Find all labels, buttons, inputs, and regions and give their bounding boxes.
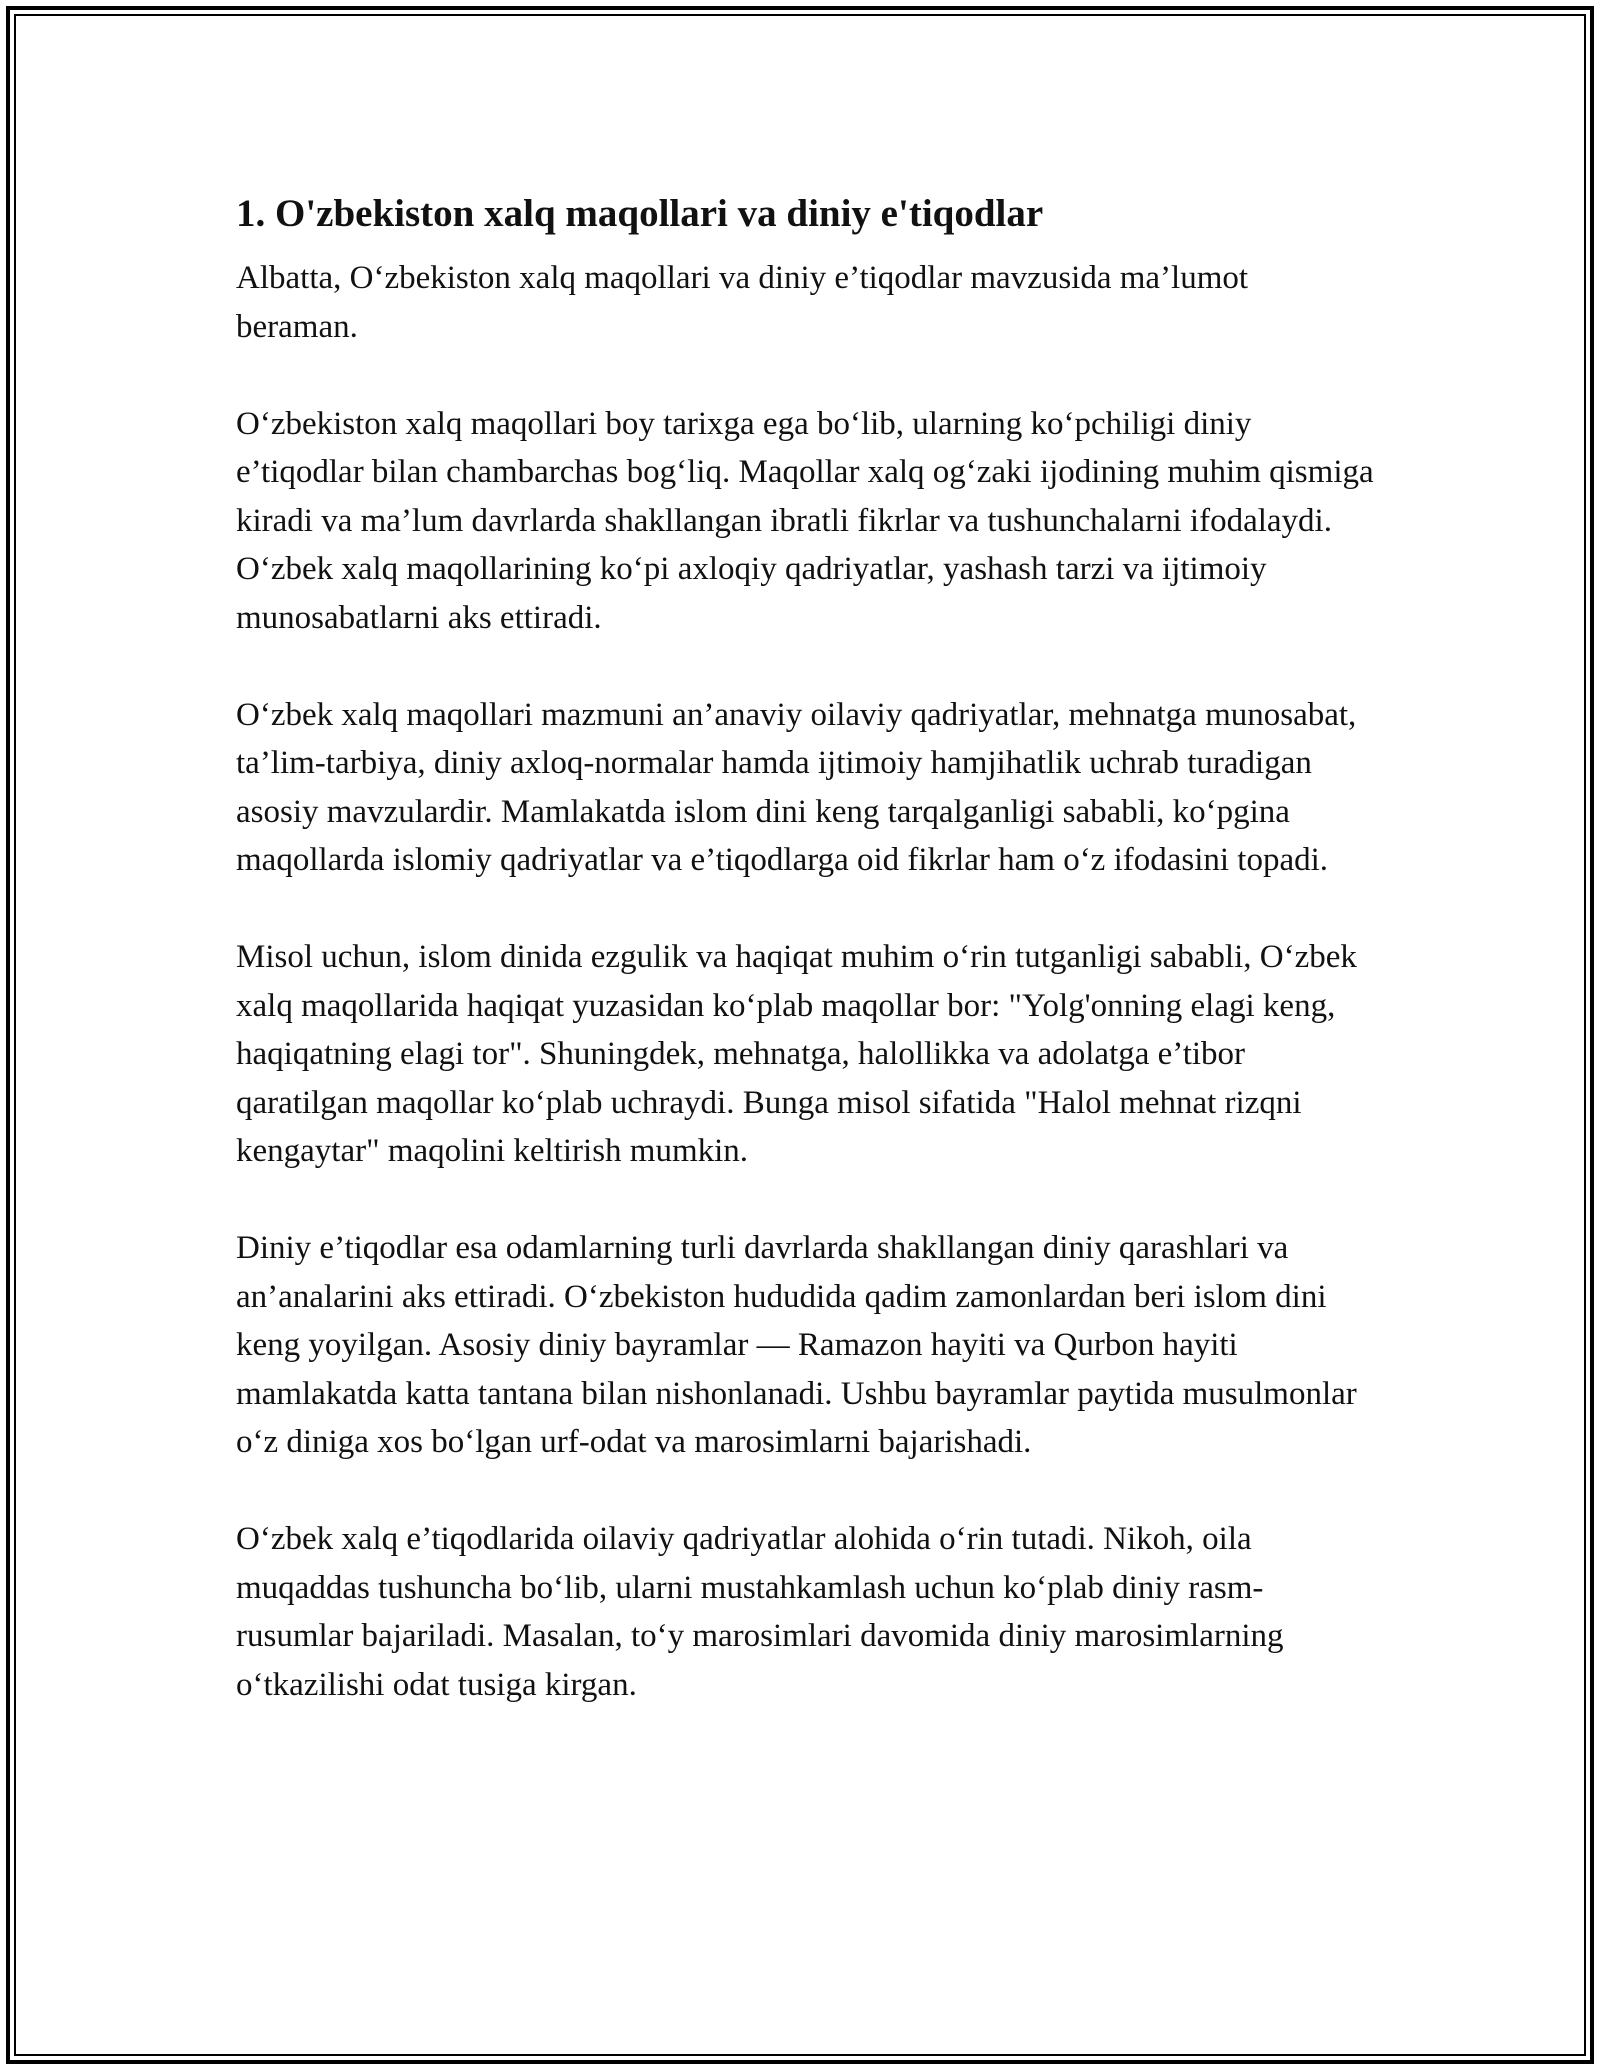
paragraph-history: O‘zbekiston xalq maqollari boy tarixga ega bo‘lib, ularning ko‘pchiligi diniy e’tiqodlar bilan chambarchas bog‘liq. Maqollar xalq og‘zaki ijodining muhim qismiga kiradi va ma’lum davrlarda shakllangan ibratli fikrlar va tushunchalarni ifodalaydi. O‘zbek xalq maqollarining ko‘pi axloqiy qadriyatlar, yashash tarzi va ijtimoiy munosabatlarni aks ettiradi. xyxy=(236,405,1374,636)
paragraph-religious-beliefs: Diniy e’tiqodlar esa odamlarning turli davrlarda shakllangan diniy qarashlari va an’analarini aks ettiradi. O‘zbekiston hududida qadim zamonlardan beri islom dini keng yoyilgan. Asosiy diniy bayramlar — Ramazon hayiti va Qurbon hayiti mamlakatda katta tantana bilan nishonlanadi. Ushbu bayramlar paytida musulmonlar o‘z diniga xos bo‘lgan urf-odat va marosimlarni bajarishadi. xyxy=(236,1230,1357,1460)
paragraph-themes: O‘zbek xalq maqollari mazmuni an’anaviy oilaviy qadriyatlar, mehnatga munosabat, ta’lim-tarbiya, diniy axloq-normalar hamda ijtimoiy hamjihatlik uchrab turadigan asosiy mavzulardir. Mamlakatda islom dini keng tarqalganligi sababli, ko‘pgina maqollarda islomiy qadriyatlar va e’tiqodlarga oid fikrlar ham o‘z ifodasini topadi. xyxy=(236,696,1357,878)
paragraph-family-values: O‘zbek xalq e’tiqodlarida oilaviy qadriyatlar alohida o‘rin tutadi. Nikoh, oila muqaddas tushuncha bo‘lib, ularni mustahkamlash uchun ko‘plab diniy rasm-rusumlar bajariladi. Masalan, to‘y marosimlari davomida diniy marosimlarning o‘tkazilishi odat tusiga kirgan. xyxy=(236,1521,1284,1703)
document-body xyxy=(236,186,1376,1758)
paragraph-examples: Misol uchun, islom dinida ezgulik va haqiqat muhim o‘rin tutganligi sababli, O‘zbek xalq maqollarida haqiqat yuzasidan ko‘plab maqollar bor: "Yolg'onning elagi keng, haqiqatning elagi tor". Shuningdek, mehnatga, halollikka va adolatga e’tibor qaratilgan maqollar ko‘plab uchraydi. Bunga misol sifatida "Halol mehnat rizqni kengaytar" maqolini keltirish mumkin. xyxy=(236,939,1357,1169)
paragraph-intro: Albatta, O‘zbekiston xalq maqollari va diniy e’tiqodlar mavzusida ma’lumot beraman. xyxy=(236,260,1249,345)
section-title: 1. O'zbekiston xalq maqollari va diniy e'tiqodlar xyxy=(236,192,1044,235)
